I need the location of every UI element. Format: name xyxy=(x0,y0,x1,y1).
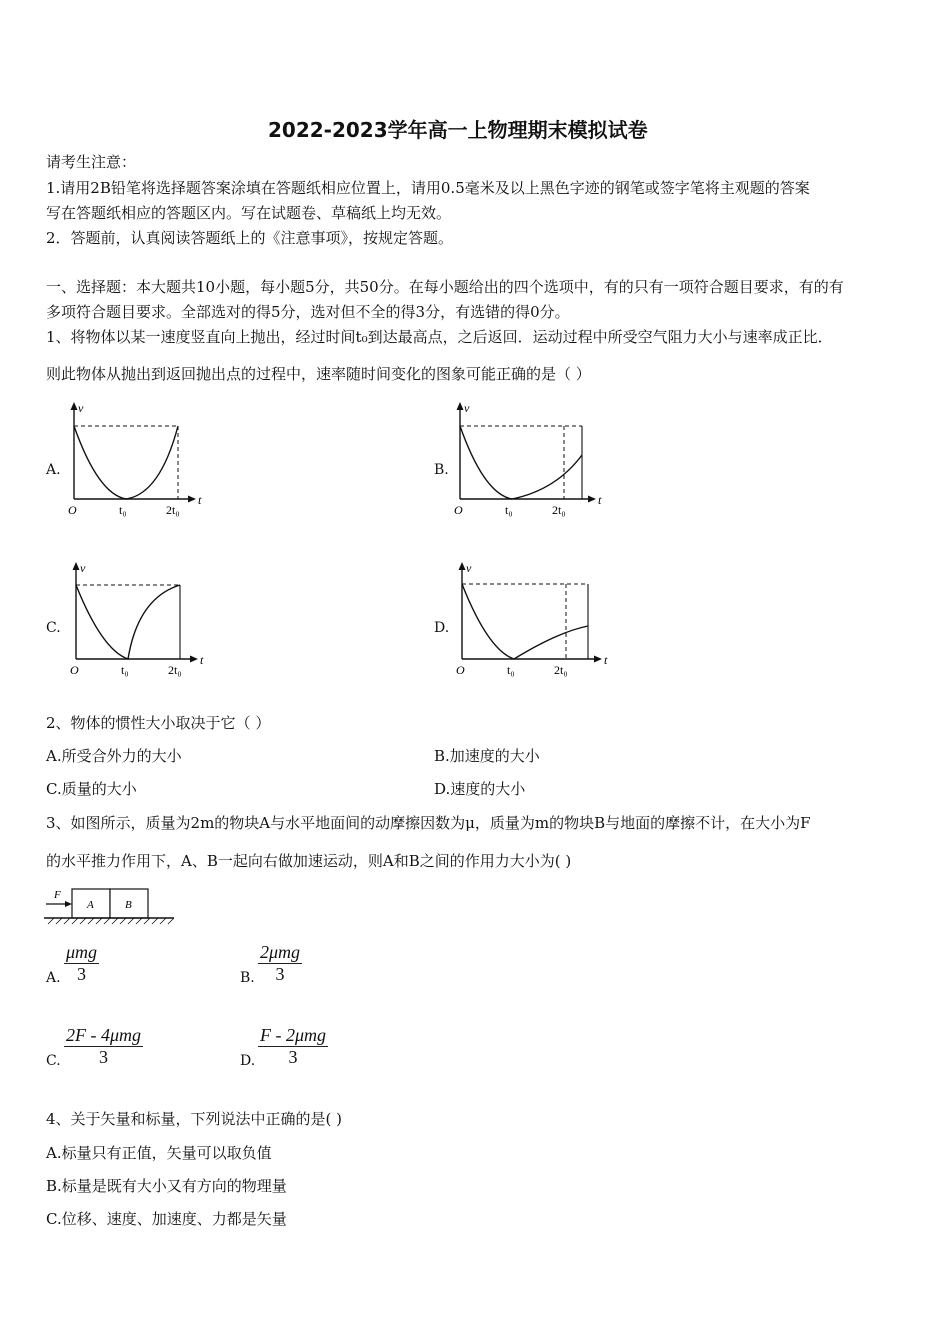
page-title: 2022-2023学年高一上物理期末模拟试卷 xyxy=(268,118,648,142)
v-axis-label: v xyxy=(464,401,470,415)
q3-option-d-fraction xyxy=(258,1025,328,1068)
q1-option-d-label: D. xyxy=(434,620,450,636)
q3-option-a-denominator: 3 xyxy=(77,964,87,984)
question-4-option-b: B.标量是既有大小又有方向的物理量 xyxy=(46,1177,287,1195)
q3-option-b-fraction xyxy=(258,942,302,985)
question-2-option-d: D.速度的大小 xyxy=(434,780,526,798)
2t0-tick-label: 2t₀ xyxy=(554,663,568,677)
section-1-intro-line-2: 多项符合题目要求。全部选对的得5分，选对但不全的得3分，有选错的得0分。 xyxy=(46,303,570,321)
q3-option-a-label: A. xyxy=(46,970,61,986)
q1-graph-b xyxy=(446,398,606,520)
2t0-tick-label: 2t₀ xyxy=(166,503,180,517)
2t0-tick-label: 2t₀ xyxy=(168,663,182,677)
t-axis-label: t xyxy=(598,493,602,507)
question-1-line-2: 则此物体从抛出到返回抛出点的过程中，速率随时间变化的图象可能正确的是（ ） xyxy=(46,365,591,383)
t-axis-label: t xyxy=(604,653,608,667)
q3-option-b-label: B. xyxy=(240,970,255,986)
v-axis-label: v xyxy=(80,561,86,575)
question-3-line-2: 的水平推力作用下，A、B一起向右做加速运动，则A和B之间的作用力大小为( ) xyxy=(46,852,572,870)
q1-option-b-label: B. xyxy=(434,462,449,478)
q3-option-c-denominator: 3 xyxy=(99,1047,109,1067)
origin-label: O xyxy=(456,663,465,677)
notice-item-1-line-1: 1.请用2B铅笔将选择题答案涂填在答题纸相应位置上，请用0.5毫米及以上黑色字迹的钢笔或签字笔将主观题的答案 xyxy=(46,179,810,197)
question-2-option-c: C.质量的大小 xyxy=(46,780,137,798)
block-a-label: A xyxy=(87,899,94,911)
section-1-intro-line-1: 一、选择题：本大题共10小题，每小题5分，共50分。在每小题给出的四个选项中，有的只有一项符合题目要求，有的有 xyxy=(46,278,844,296)
q3-option-b-numerator: 2μmg xyxy=(260,942,301,962)
t0-tick-label: t₀ xyxy=(119,503,127,517)
question-2-option-b: B.加速度的大小 xyxy=(434,747,540,765)
q1-graph-a xyxy=(60,398,210,520)
2t0-tick-label: 2t₀ xyxy=(552,503,566,517)
q3-option-a-numerator: μmg xyxy=(66,942,98,962)
t-axis-label: t xyxy=(198,493,202,507)
q1-graph-c xyxy=(62,558,212,680)
q3-option-a-fraction xyxy=(64,942,99,985)
q1-option-c-label: C. xyxy=(46,620,61,636)
notice-item-1-line-2: 写在答题纸相应的答题区内。写在试题卷、草稿纸上均无效。 xyxy=(46,204,452,222)
v-axis-label: v xyxy=(78,401,84,415)
block-b-label: B xyxy=(125,899,132,911)
q3-option-d-numerator: F - 2μmg xyxy=(260,1025,327,1045)
origin-label: O xyxy=(454,503,463,517)
question-1-line-1: 1、将物体以某一速度竖直向上抛出，经过时间t₀到达最高点，之后返回．运动过程中所受空气阻力大小与速率成正比． xyxy=(46,328,833,346)
q1-option-a-label: A. xyxy=(46,462,61,478)
origin-label: O xyxy=(68,503,77,517)
v-axis-label: v xyxy=(466,561,472,575)
notice-heading: 请考生注意： xyxy=(46,153,137,171)
q3-option-c-label: C. xyxy=(46,1053,61,1069)
question-4-option-a: A.标量只有正值，矢量可以取负值 xyxy=(46,1144,272,1162)
t0-tick-label: t₀ xyxy=(507,663,515,677)
q3-option-c-fraction xyxy=(64,1025,143,1068)
question-4-stem: 4、关于矢量和标量，下列说法中正确的是( ) xyxy=(46,1110,343,1128)
notice-item-2: 2．答题前，认真阅读答题纸上的《注意事项》，按规定答题。 xyxy=(46,229,454,247)
q1-graph-d xyxy=(448,558,613,680)
t-axis-label: t xyxy=(200,653,204,667)
t0-tick-label: t₀ xyxy=(505,503,513,517)
question-2-option-a: A.所受合外力的大小 xyxy=(46,747,182,765)
q3-option-d-label: D. xyxy=(240,1053,256,1069)
q3-option-b-denominator: 3 xyxy=(275,964,285,984)
question-4-option-c: C.位移、速度、加速度、力都是矢量 xyxy=(46,1210,287,1228)
q3-option-c-numerator: 2F - 4μmg xyxy=(66,1025,142,1045)
q3-option-d-denominator: 3 xyxy=(288,1047,298,1067)
origin-label: O xyxy=(70,663,79,677)
question-2-stem: 2、物体的惯性大小取决于它（ ） xyxy=(46,714,271,732)
q3-blocks-figure xyxy=(44,884,178,926)
question-3-line-1: 3、如图所示，质量为2m的物块A与水平地面间的动摩擦因数为μ，质量为m的物块B与地面的摩擦不计，在大小为F xyxy=(46,814,811,832)
force-f-label: F xyxy=(54,889,61,901)
t0-tick-label: t₀ xyxy=(121,663,129,677)
